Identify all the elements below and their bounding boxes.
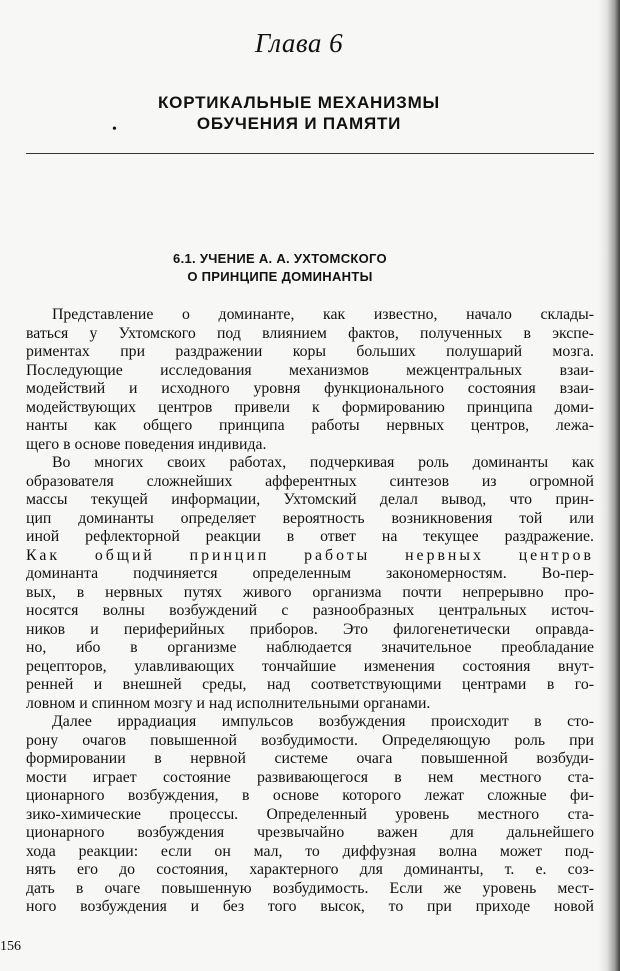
text-line: щего в основе поведения индивида. — [26, 435, 267, 453]
text-line: Как общий принцип работы нервных центров — [26, 546, 594, 564]
text-line: риментах при раздражении коры больших полушарий мозга. — [26, 343, 594, 360]
text-line: формировании в нервной системе очага повышенной возбуди- — [26, 750, 594, 767]
text-line: модействий и исходного уровня функционального состояния взаи- — [26, 380, 594, 397]
section-title-line: 6.1. УЧЕНИЕ А. А. УХТОМСКОГО — [173, 251, 387, 266]
page-number: 156 — [0, 939, 21, 954]
text-line: Во многих своих работах, подчеркивая роль доминанты как — [52, 454, 594, 471]
text-line: Последующие исследования механизмов межцентральных взаи- — [26, 361, 594, 379]
text-line: ваться у Ухтомского под влиянием фактов, полученных в экспе- — [26, 324, 594, 342]
chapter-title-line: КОРТИКАЛЬНЫЕ МЕХАНИЗМЫ — [158, 93, 440, 112]
chapter-label: Глава 6 — [254, 28, 344, 58]
text-line: дать в очаге повышенную возбудимость. Если же уровень мест- — [26, 879, 594, 897]
text-line: образователя сложнейших афферентных синтезов из огромной — [26, 472, 594, 490]
text-line: носятся волны возбуждений с разнообразных центральных источ- — [26, 602, 594, 619]
page-edge-shadow — [598, 0, 620, 971]
text-line: хода реакции: если он мал, то диффузная волна может под- — [26, 842, 594, 860]
text-line: ционарного возбуждения, в основе которого лежат сложные фи- — [26, 787, 594, 804]
text-line: цип доминанты определяет вероятность возникновения той или — [26, 509, 594, 527]
text-line: нять его до состояния, характерного для доминанты, т. е. соз- — [26, 861, 594, 878]
text-line: массы текущей информации, Ухтомский делал вывод, что прин- — [26, 491, 594, 508]
text-line: ционарного возбуждения чрезвычайно важен для дальнейшего — [26, 824, 594, 841]
text-line: нанты как общего принципа работы нервных центров, лежа- — [26, 417, 594, 434]
text-line: ловном и спинном мозгу и над исполнительными органами. — [26, 694, 431, 712]
text-line: Представление о доминанте, как известно, начало склады- — [52, 306, 594, 323]
divider-rule — [26, 153, 594, 154]
section-title-line: О ПРИНЦИПЕ ДОМИНАНТЫ — [187, 269, 373, 284]
text-line: рону очагов повышенной возбудимости. Определяющую роль при — [26, 731, 594, 749]
text-line: ного возбуждения и без того высок, то при приходе новой — [26, 898, 594, 915]
text-line: зико-химические процессы. Определенный уровень местного ста- — [26, 805, 594, 823]
stray-mark: • — [112, 122, 117, 137]
text-line: рецепторов, улавливающих тончайшие изменения состояния внут- — [26, 657, 594, 675]
body-text — [26, 306, 594, 917]
text-line: но, ибо в организме наблюдается значительное преобладание — [26, 639, 594, 656]
text-line: ников и периферийных приборов. Это филогенетически оправда- — [26, 620, 594, 638]
chapter-title — [0, 92, 598, 134]
text-line: Далее иррадиация импульсов возбуждения происходит в сто- — [52, 713, 594, 730]
text-line: иной рефлекторной реакции в ответ на текущее раздражение. — [26, 528, 594, 545]
text-line: модействующих центров привели к формированию принципа доми- — [26, 398, 594, 416]
text-line: ренней и внешней среды, над соответствующими центрами в го- — [26, 676, 594, 693]
section-title — [0, 250, 560, 286]
text-line: мости играет состояние развивающегося в нем местного ста- — [26, 768, 594, 786]
text-line: вых, в нервных путях живого организма почти непрерывно про- — [26, 583, 594, 601]
chapter-title-line: ОБУЧЕНИЯ И ПАМЯТИ — [196, 114, 402, 133]
text-line: доминанта подчиняется определенным закономерностям. Во-пер- — [26, 565, 594, 582]
